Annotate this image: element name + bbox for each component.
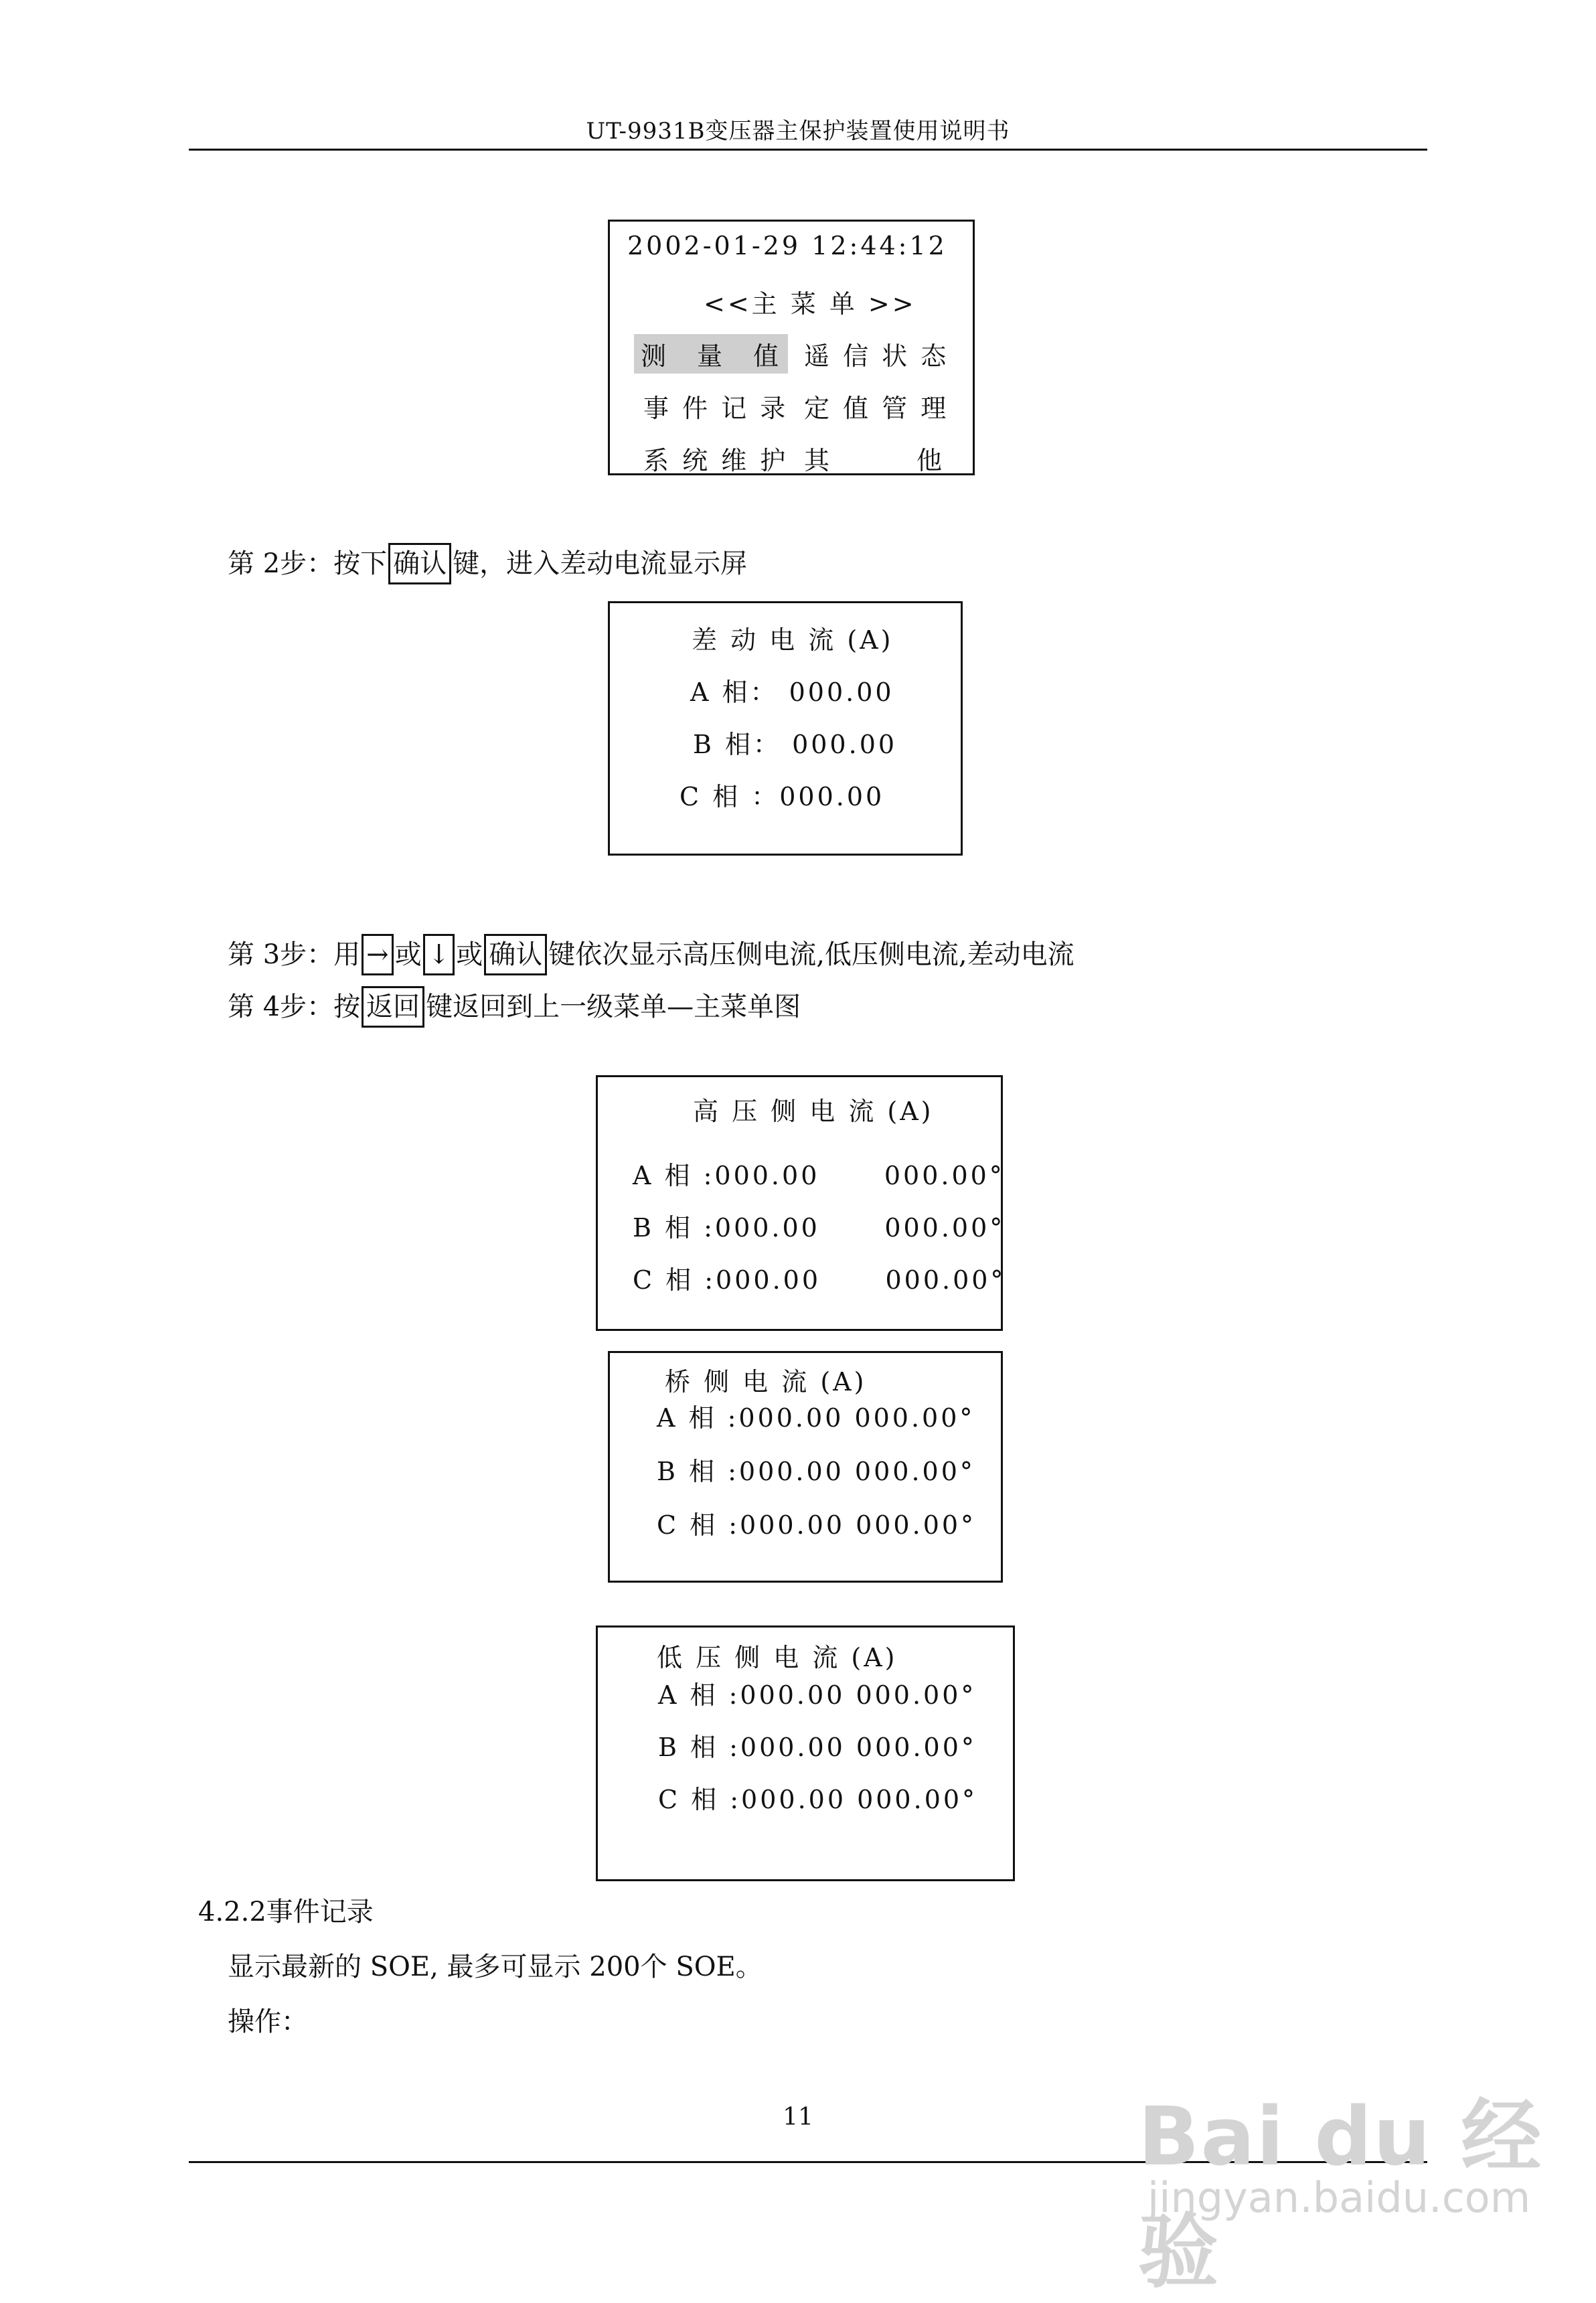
page-number: 11 [783, 2103, 813, 2131]
return-key: 返回 [362, 986, 424, 1028]
confirm-key: 确认 [484, 934, 547, 975]
header-rule [189, 149, 1427, 151]
lv-row-a: A 相 :000.00 000.00° [658, 1680, 977, 1710]
section-description: 显示最新的 SOE, 最多可显示 200个 SOE。 [228, 1952, 763, 1982]
lv-row-b: B 相 :000.00 000.00° [658, 1733, 977, 1762]
menu-item-measured-values[interactable]: 测 量 值 [634, 334, 788, 374]
step2-suffix: 键，进入差动电流显示屏 [453, 548, 748, 579]
step2-instruction [228, 542, 747, 584]
menu-item-setting-management[interactable]: 定 值 管 理 [804, 394, 949, 423]
step3-or-1: 或 [394, 939, 422, 970]
step3-suffix: 键依次显示高压侧电流,低压侧电流,差动电流 [548, 939, 1074, 970]
high-voltage-current-screen [596, 1075, 1006, 1331]
step3-or-2: 或 [456, 939, 483, 970]
lv-title: 低 压 侧 电 流 (A) [657, 1643, 898, 1672]
menu-item-event-log[interactable]: 事 件 记 录 [643, 394, 789, 423]
bridge-row-c: C 相 :000.00 000.00° [657, 1510, 977, 1540]
section-heading-event-log: 4.2.2事件记录 [198, 1897, 374, 1927]
down-arrow-key: ↓ [423, 934, 455, 975]
menu-item-remote-status[interactable]: 遥 信 状 态 [804, 341, 949, 371]
bridge-current-screen [608, 1351, 1003, 1583]
hv-row-b: B 相 :000.00 000.00° [633, 1213, 1006, 1243]
lv-row-c: C 相 :000.00 000.00° [658, 1785, 978, 1814]
menu-item-system-maintenance[interactable]: 系 统 维 护 [643, 446, 789, 475]
step4-suffix: 键返回到上一级菜单—主菜单图 [426, 991, 801, 1022]
bridge-row-b: B 相 :000.00 000.00° [657, 1457, 975, 1486]
document-header-title: UT-9931B变压器主保护装置使用说明书 [586, 118, 1010, 145]
section-operation-label: 操作： [228, 2006, 308, 2037]
hv-row-c: C 相 :000.00 000.00° [633, 1265, 1006, 1295]
confirm-key: 确认 [388, 543, 451, 584]
diff-row-a: A 相： 000.00 [690, 678, 894, 707]
step4-prefix: 第 4步：按 [228, 991, 361, 1022]
step3-prefix: 第 3步：用 [228, 939, 361, 970]
diff-row-c: C 相 ：000.00 [680, 782, 885, 811]
baidu-logo-watermark: Bai du 经验 [1138, 2091, 1543, 2299]
differential-current-screen [608, 601, 963, 856]
bridge-title: 桥 侧 电 流 (A) [665, 1367, 867, 1397]
low-voltage-current-screen [596, 1625, 1015, 1881]
bridge-row-a: A 相 :000.00 000.00° [657, 1403, 975, 1433]
menu-item-other[interactable]: 其 他 [804, 446, 945, 475]
right-arrow-key: → [362, 934, 394, 975]
watermark-url: jingyan.baidu.com [1147, 2173, 1531, 2222]
menu-datetime: 2002-01-29 12:44:12 [627, 231, 947, 260]
diff-title: 差 动 电 流 (A) [692, 625, 894, 655]
step3-instruction [228, 933, 1074, 975]
step2-prefix: 第 2步：按下 [228, 548, 388, 579]
main-menu-screen [608, 220, 975, 475]
diff-row-b: B 相： 000.00 [693, 730, 898, 759]
menu-title: <<主 菜 单 >> [704, 289, 916, 319]
hv-title: 高 压 侧 电 流 (A) [693, 1097, 934, 1126]
hv-row-a: A 相 :000.00 000.00° [633, 1161, 1005, 1190]
step4-instruction [228, 985, 801, 1028]
